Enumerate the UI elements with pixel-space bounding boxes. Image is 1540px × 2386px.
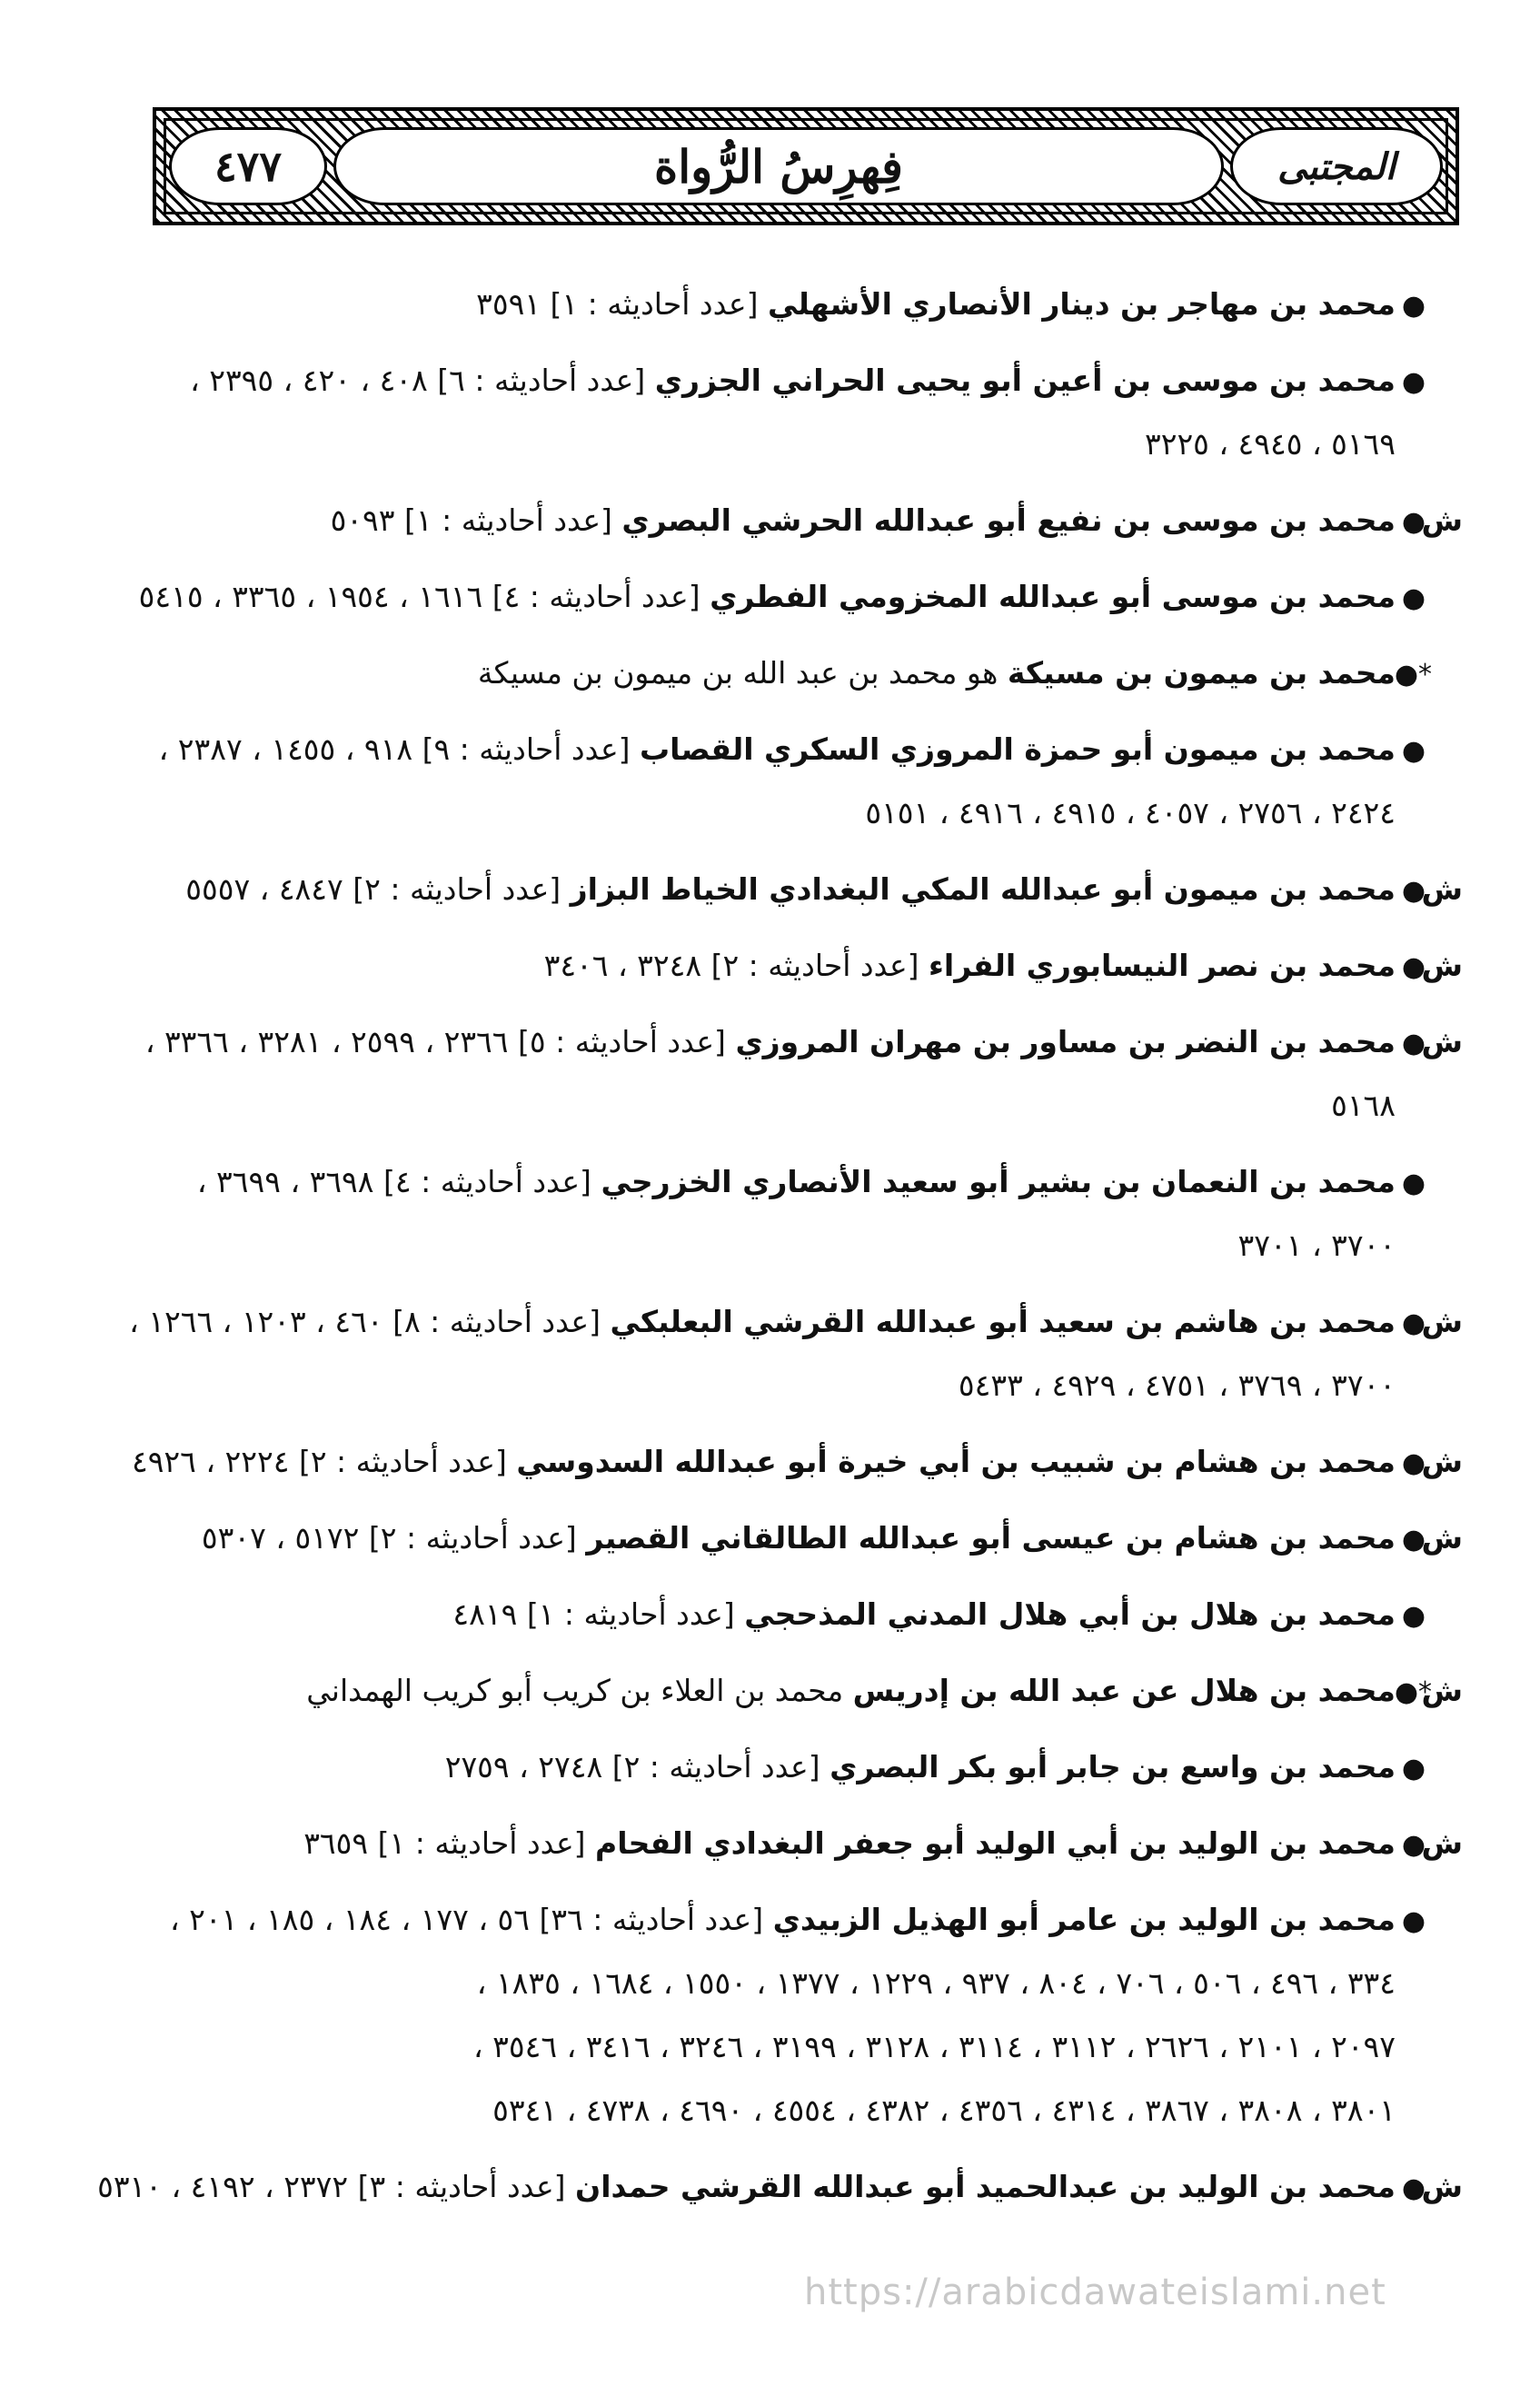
narrator-name: محمد بن نصر النيسابوري الفراء xyxy=(929,948,1396,983)
narrator-entry xyxy=(136,858,1463,921)
narrator-entry xyxy=(136,565,1463,629)
entry-mark: ش xyxy=(1421,1520,1463,1556)
hadith-count: [عدد أحاديثه : ٣٦] xyxy=(539,1902,764,1937)
hadith-count: محمد بن العلاء بن كريب أبو كريب الهمداني xyxy=(306,1673,844,1708)
entry-mark: ش xyxy=(1421,2169,1463,2204)
hadith-numbers: ٤٠٨ ، ٤٢٠ ، ٢٣٩٥ ، xyxy=(190,363,428,398)
hadith-numbers: ٥١٧٢ ، ٥٣٠٧ xyxy=(201,1520,360,1556)
hadith-numbers: ٩١٨ ، ١٤٥٥ ، ٢٣٨٧ ، xyxy=(158,731,413,767)
title-cartouche xyxy=(333,127,1224,205)
hadith-numbers: ٢٣٧٢ ، ٤١٩٢ ، ٥٣١٠ xyxy=(97,2169,349,2204)
narrator-index-list xyxy=(97,273,1463,2232)
hadith-count: [عدد أحاديثه : ١] xyxy=(377,1825,586,1861)
page-number: ٤٧٧ xyxy=(214,142,283,191)
book-name-cartouche xyxy=(1230,127,1443,205)
narrator-entry xyxy=(136,273,1463,336)
hadith-count: [عدد أحاديثه : ٤] xyxy=(383,1164,591,1199)
hadith-numbers: ٤٨١٩ xyxy=(452,1596,518,1632)
narrator-name: محمد بن الوليد بن أبي الوليد أبو جعفر البغدادي الفحام xyxy=(595,1825,1396,1861)
narrator-name: محمد بن موسى أبو عبدالله المخزومي الفطري xyxy=(710,579,1396,614)
narrator-name: محمد بن هلال عن عبد الله بن إدريس xyxy=(852,1673,1396,1708)
narrator-name: محمد بن ميمون أبو عبدالله المكي البغدادي الخياط البزاز xyxy=(570,871,1396,907)
entry-mark: ش xyxy=(1421,502,1463,538)
bullet-icon: ● xyxy=(1401,1905,1426,1937)
narrator-entry xyxy=(136,934,1463,998)
entry-first-line xyxy=(129,1290,1463,1354)
hadith-numbers: ٣٧٠٠ ، ٣٧٦٩ ، ٤٧٥١ ، ٤٩٢٩ ، ٥٤٣٣ xyxy=(958,1367,1396,1403)
hadith-count: [عدد أحاديثه : ٨] xyxy=(392,1304,601,1339)
hadith-numbers: ٥١٦٩ ، ٤٩٤٥ ، ٣٢٢٥ xyxy=(1145,426,1396,462)
entry-continuation-line xyxy=(136,1074,1463,1138)
hadith-numbers: ٢٧٤٨ ، ٢٧٥٩ xyxy=(444,1749,603,1785)
bullet-icon: ● xyxy=(1401,1753,1426,1785)
entry-mark: ش xyxy=(1421,1825,1463,1861)
narrator-entry xyxy=(136,1010,1463,1138)
entry-mark: ش xyxy=(1421,1444,1463,1479)
hadith-numbers: ١٦١٦ ، ١٩٥٤ ، ٣٣٦٥ ، ٥٤١٥ xyxy=(138,579,483,614)
narrator-name: محمد بن مهاجر بن دينار الأنصاري الأشهلي xyxy=(767,286,1396,322)
hadith-count: [عدد أحاديثه : ٣] xyxy=(357,2169,566,2204)
bullet-icon: ● xyxy=(1401,1524,1426,1556)
hadith-numbers: ٢٤٢٤ ، ٢٧٥٦ ، ٤٠٥٧ ، ٤٩١٥ ، ٤٩١٦ ، ٥١٥١ xyxy=(865,795,1396,830)
entry-mark: ش xyxy=(1421,1673,1463,1708)
narrator-name: محمد بن ميمون بن مسيكة xyxy=(1007,655,1396,691)
entry-first-line xyxy=(136,718,1463,781)
narrator-entry xyxy=(136,489,1463,552)
narrator-entry xyxy=(136,1735,1463,1799)
entry-mark: ش xyxy=(1421,948,1463,983)
entry-first-line xyxy=(136,1583,1463,1646)
bullet-icon: ● xyxy=(1401,1447,1426,1479)
narrator-entry xyxy=(136,1150,1463,1278)
hadith-count: [عدد أحاديثه : ٢] xyxy=(710,948,919,983)
entry-continuation-line xyxy=(136,1214,1463,1278)
entry-continuation-line xyxy=(136,781,1463,845)
bullet-icon: ● xyxy=(1401,1307,1426,1339)
entry-continuation-line xyxy=(136,2015,1463,2079)
narrator-name: محمد بن موسى بن أعين أبو يحيى الحراني الجزري xyxy=(654,363,1396,398)
entry-first-line xyxy=(136,1506,1463,1570)
hadith-numbers: ٣٨٠١ ، ٣٨٠٨ ، ٣٨٦٧ ، ٤٣١٤ ، ٤٣٥٦ ، ٤٣٨٢ ، ٤٥٥٤ ، ٤٦٩٠ ، ٤٧٣٨ ، ٥٣٤١ xyxy=(492,2093,1396,2128)
narrator-entry xyxy=(136,1583,1463,1646)
entry-first-line xyxy=(136,858,1463,921)
hadith-numbers: ٣٦٥٩ xyxy=(303,1825,369,1861)
hadith-numbers: ٢٢٢٤ ، ٤٩٢٦ xyxy=(131,1444,290,1479)
bullet-icon: ● xyxy=(1401,1600,1426,1632)
hadith-numbers: ٣٧٠٠ ، ٣٧٠١ xyxy=(1237,1228,1396,1263)
bullet-icon: ● xyxy=(1401,1829,1426,1861)
hadith-count: [عدد أحاديثه : ٢] xyxy=(298,1444,507,1479)
hadith-count: هو محمد بن عبد الله بن ميمون بن مسيكة xyxy=(477,655,999,691)
narrator-entry xyxy=(136,349,1463,476)
entry-continuation-line xyxy=(136,1354,1463,1417)
bullet-icon: ● xyxy=(1401,951,1426,983)
narrator-entry xyxy=(136,1659,1463,1723)
hadith-numbers: ٤٨٤٧ ، ٥٥٥٧ xyxy=(185,871,343,907)
entry-mark: ش xyxy=(1421,1024,1463,1059)
narrator-entry xyxy=(97,2155,1463,2219)
narrator-entry xyxy=(136,1506,1463,1570)
narrator-entry xyxy=(129,1290,1463,1417)
bullet-icon: ● xyxy=(1401,506,1426,538)
entry-first-line xyxy=(136,1659,1463,1723)
entry-mark: ش xyxy=(1421,871,1463,907)
bullet-icon: ● xyxy=(1401,875,1426,907)
narrator-name: محمد بن هشام بن عيسى أبو عبدالله الطالقاني القصير xyxy=(586,1520,1396,1556)
bullet-icon: *● xyxy=(1394,1676,1432,1708)
narrator-entry xyxy=(136,641,1463,705)
hadith-count: [عدد أحاديثه : ١] xyxy=(403,502,612,538)
bullet-icon: ● xyxy=(1401,582,1426,614)
entry-first-line xyxy=(136,489,1463,552)
narrator-name: محمد بن هاشم بن سعيد أبو عبدالله القرشي البعلبكي xyxy=(610,1304,1396,1339)
hadith-numbers: ٣٥٩١ xyxy=(476,286,541,322)
hadith-count: [عدد أحاديثه : ٢] xyxy=(353,871,561,907)
hadith-count: [عدد أحاديثه : ٩] xyxy=(422,731,631,767)
hadith-numbers: ٥٠٩٣ xyxy=(330,502,395,538)
bullet-icon: ● xyxy=(1401,290,1426,322)
bullet-icon: ● xyxy=(1401,1168,1426,1199)
narrator-name: محمد بن الوليد بن عبدالحميد أبو عبدالله القرشي حمدان xyxy=(575,2169,1396,2204)
bullet-icon: ● xyxy=(1401,1028,1426,1059)
narrator-name: محمد بن ميمون أبو حمزة المروزي السكري القصاب xyxy=(640,731,1396,767)
bullet-icon: *● xyxy=(1394,659,1432,691)
hadith-count: [عدد أحاديثه : ٢] xyxy=(611,1749,820,1785)
narrator-entry xyxy=(136,718,1463,845)
narrator-name: محمد بن واسع بن جابر أبو بكر البصري xyxy=(830,1749,1396,1785)
entry-first-line xyxy=(136,1888,1463,1952)
bullet-icon: ● xyxy=(1401,735,1426,767)
entry-first-line xyxy=(136,1735,1463,1799)
hadith-numbers: ٣٣٤ ، ٤٩٦ ، ٥٠٦ ، ٧٠٦ ، ٨٠٤ ، ٩٣٧ ، ١٢٢٩ ، ١٣٧٧ ، ١٥٥٠ ، ١٦٨٤ ، ١٨٣٥ ، xyxy=(476,1965,1396,2001)
narrator-name: محمد بن النعمان بن بشير أبو سعيد الأنصاري الخزرجي xyxy=(601,1164,1396,1199)
narrator-name: محمد بن هلال بن أبي هلال المدني المذحجي xyxy=(744,1596,1396,1632)
entry-first-line xyxy=(136,1010,1463,1074)
narrator-name: محمد بن موسى بن نفيع أبو عبدالله الحرشي البصري xyxy=(621,502,1396,538)
entry-first-line xyxy=(136,1150,1463,1214)
hadith-numbers: ٢٣٦٦ ، ٢٥٩٩ ، ٣٢٨١ ، ٣٣٦٦ ، xyxy=(144,1024,509,1059)
hadith-count: [عدد أحاديثه : ١] xyxy=(526,1596,735,1632)
narrator-entry xyxy=(136,1812,1463,1875)
entry-first-line xyxy=(136,1812,1463,1875)
book-name: المجتبى xyxy=(1277,144,1396,188)
entry-first-line xyxy=(136,349,1463,413)
entry-continuation-line xyxy=(136,413,1463,476)
entry-first-line xyxy=(136,934,1463,998)
narrator-name: محمد بن هشام بن شبيب بن أبي خيرة أبو عبدالله السدوسي xyxy=(516,1444,1396,1479)
hadith-count: [عدد أحاديثه : ١] xyxy=(550,286,759,322)
page-title: فِهرِسُ الرُّواة xyxy=(654,139,903,194)
bullet-icon: ● xyxy=(1401,2172,1426,2204)
hadith-count: [عدد أحاديثه : ٥] xyxy=(518,1024,726,1059)
hadith-count: [عدد أحاديثه : ٢] xyxy=(368,1520,577,1556)
hadith-count: [عدد أحاديثه : ٦] xyxy=(437,363,646,398)
narrator-name: محمد بن النضر بن مساور بن مهران المروزي xyxy=(735,1024,1396,1059)
hadith-numbers: ٥٦ ، ١٧٧ ، ١٨٤ ، ١٨٥ ، ٢٠١ ، xyxy=(170,1902,530,1937)
entry-first-line xyxy=(97,2155,1463,2219)
page-number-cartouche xyxy=(169,127,327,205)
narrator-entry xyxy=(136,1888,1463,2142)
entry-continuation-line xyxy=(136,1952,1463,2015)
entry-mark: ش xyxy=(1421,1304,1463,1339)
hadith-numbers: ٣٢٤٨ ، ٣٤٠٦ xyxy=(543,948,702,983)
narrator-entry xyxy=(131,1430,1463,1494)
entry-first-line xyxy=(136,641,1463,705)
hadith-numbers: ٢٠٩٧ ، ٢١٠١ ، ٢٦٢٦ ، ٣١١٢ ، ٣١١٤ ، ٣١٢٨ ، ٣١٩٩ ، ٣٢٤٦ ، ٣٤١٦ ، ٣٥٤٦ ، xyxy=(473,2029,1396,2064)
hadith-count: [عدد أحاديثه : ٤] xyxy=(492,579,700,614)
entry-first-line xyxy=(136,565,1463,629)
entry-first-line xyxy=(136,273,1463,336)
watermark-url: https://arabicdawateislami.net xyxy=(804,2272,1386,2313)
hadith-numbers: ٤٦٠ ، ١٢٠٣ ، ١٢٦٦ ، xyxy=(129,1304,383,1339)
bullet-icon: ● xyxy=(1401,366,1426,398)
entry-first-line xyxy=(131,1430,1463,1494)
hadith-numbers: ٥١٦٨ xyxy=(1331,1088,1396,1123)
page-header xyxy=(153,107,1459,225)
narrator-name: محمد بن الوليد بن عامر أبو الهذيل الزبيدي xyxy=(772,1902,1396,1937)
entry-continuation-line xyxy=(136,2079,1463,2142)
hadith-numbers: ٣٦٩٨ ، ٣٦٩٩ ، xyxy=(196,1164,374,1199)
